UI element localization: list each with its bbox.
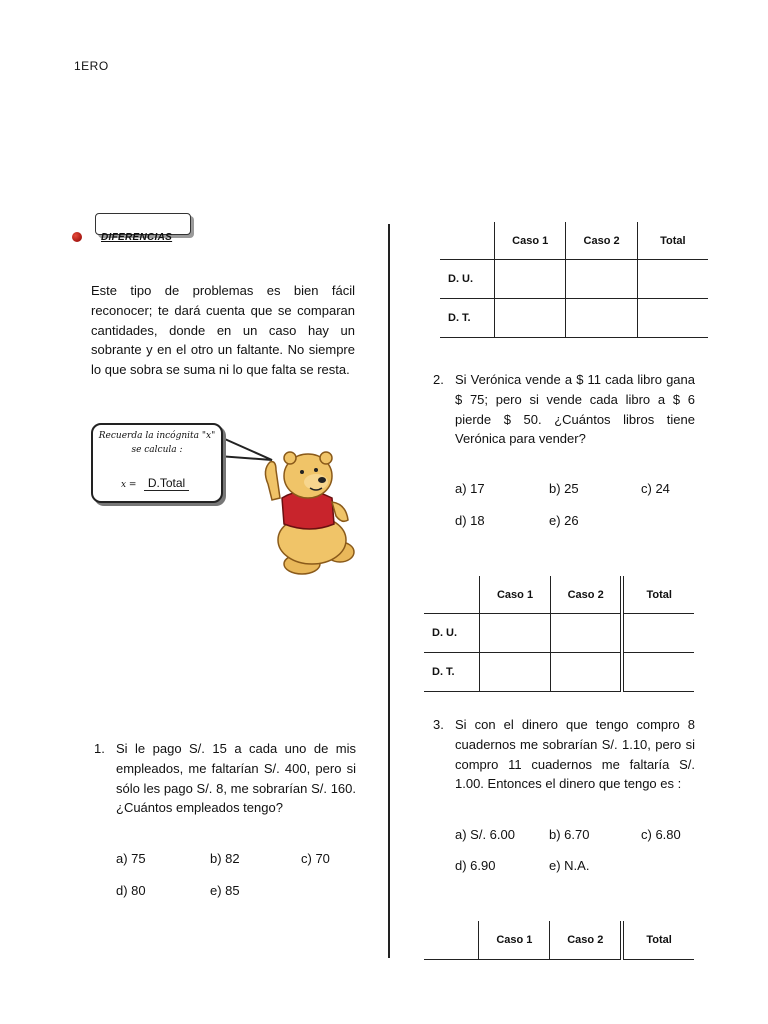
table-cell[interactable] bbox=[495, 260, 566, 299]
problem-1-option-e[interactable]: e) 85 bbox=[210, 883, 240, 898]
table-cell[interactable] bbox=[637, 299, 708, 338]
problem-3-option-b[interactable]: b) 6.70 bbox=[549, 827, 590, 842]
table-cell[interactable] bbox=[622, 614, 694, 653]
table-cell[interactable] bbox=[480, 653, 551, 692]
table-1 bbox=[440, 222, 708, 338]
table-2-row-du: D. U. bbox=[424, 614, 480, 653]
table-1-header-case2: Caso 2 bbox=[566, 222, 637, 260]
section-heading: DIFERENCIAS bbox=[101, 232, 173, 243]
problem-2-option-d[interactable]: d) 18 bbox=[455, 513, 485, 528]
problem-2-text: Si Verónica vende a $ 11 cada libro gana $ 75; pero si vende cada libro a $ 6 pierde $ 50. ¿Cuántos libros tiene Verónica para vender? bbox=[455, 372, 695, 447]
table-cell[interactable] bbox=[550, 653, 622, 692]
table-cell[interactable] bbox=[622, 653, 694, 692]
formula-x: x = bbox=[121, 480, 137, 490]
problem-2-option-b[interactable]: b) 25 bbox=[549, 481, 579, 496]
problem-3-number: 3. bbox=[433, 717, 444, 732]
problem-1-text: Si le pago S/. 15 a cada uno de mis empleados, me faltarían S/. 400, pero si sólo les pago S/. 8, me sobrarían S/. 160. ¿Cuántos empleados tengo? bbox=[116, 741, 356, 816]
table-3 bbox=[424, 921, 694, 960]
column-divider bbox=[388, 224, 390, 958]
bubble-line-2: se calcula : bbox=[131, 445, 183, 455]
problem-2-number: 2. bbox=[433, 372, 444, 387]
problem-3-option-e[interactable]: e) N.A. bbox=[549, 858, 590, 873]
table-1-header-case1: Caso 1 bbox=[495, 222, 566, 260]
problem-1-option-d[interactable]: d) 80 bbox=[116, 883, 146, 898]
problem-3-option-a[interactable]: a) S/. 6.00 bbox=[455, 827, 515, 842]
table-1-row-du: D. U. bbox=[440, 260, 495, 299]
table-1-header-total: Total bbox=[637, 222, 708, 260]
table-3-corner bbox=[424, 921, 479, 960]
table-cell[interactable] bbox=[566, 260, 637, 299]
table-cell[interactable] bbox=[495, 299, 566, 338]
table-2-header-total: Total bbox=[622, 576, 694, 614]
table-2-corner bbox=[424, 576, 480, 614]
problem-3-option-c[interactable]: c) 6.80 bbox=[641, 827, 681, 842]
bubble-formula bbox=[121, 476, 201, 491]
table-2 bbox=[424, 576, 694, 692]
speech-bubble bbox=[91, 423, 223, 503]
problem-1-option-b[interactable]: b) 82 bbox=[210, 851, 240, 866]
table-2-header-case1: Caso 1 bbox=[480, 576, 551, 614]
problem-1-option-c[interactable]: c) 70 bbox=[301, 851, 330, 866]
table-2-header-case2: Caso 2 bbox=[550, 576, 622, 614]
table-2-row-dt: D. T. bbox=[424, 653, 480, 692]
formula-numerator: D.Total bbox=[144, 476, 189, 491]
problem-2-option-e[interactable]: e) 26 bbox=[549, 513, 579, 528]
table-cell[interactable] bbox=[480, 614, 551, 653]
table-cell[interactable] bbox=[637, 260, 708, 299]
problem-1-number: 1. bbox=[94, 741, 105, 756]
table-1-corner bbox=[440, 222, 495, 260]
problem-1-option-a[interactable]: a) 75 bbox=[116, 851, 146, 866]
problem-2-option-c[interactable]: c) 24 bbox=[641, 481, 670, 496]
problem-3-option-d[interactable]: d) 6.90 bbox=[455, 858, 496, 873]
bubble-line-1: Recuerda la incógnita "x" bbox=[98, 431, 216, 441]
table-3-header-case2: Caso 2 bbox=[550, 921, 622, 960]
table-3-header-case1: Caso 1 bbox=[479, 921, 550, 960]
intro-paragraph: Este tipo de problemas es bien fácil reconocer; te dará cuenta que se comparan cantidades, donde en un caso hay un sobrante y en el otro un faltante. No siempre lo que sobra se suma ni lo que falta se resta. bbox=[91, 283, 355, 378]
problem-1 bbox=[94, 739, 356, 818]
problem-2 bbox=[433, 370, 695, 449]
grade-label: 1ERO bbox=[74, 59, 109, 73]
problem-2-option-a[interactable]: a) 17 bbox=[455, 481, 485, 496]
table-3-header-total: Total bbox=[622, 921, 694, 960]
table-1-row-dt: D. T. bbox=[440, 299, 495, 338]
bullet-icon bbox=[72, 232, 82, 242]
table-cell[interactable] bbox=[566, 299, 637, 338]
table-cell[interactable] bbox=[550, 614, 622, 653]
bear-illustration-icon bbox=[250, 440, 362, 585]
problem-3 bbox=[433, 715, 695, 794]
problem-3-text: Si con el dinero que tengo compro 8 cuadernos me sobrarían S/. 1.10, pero si compro 11 cuadernos me faltaría S/. 1.00. Entonces el dinero que tengo es : bbox=[455, 717, 695, 792]
